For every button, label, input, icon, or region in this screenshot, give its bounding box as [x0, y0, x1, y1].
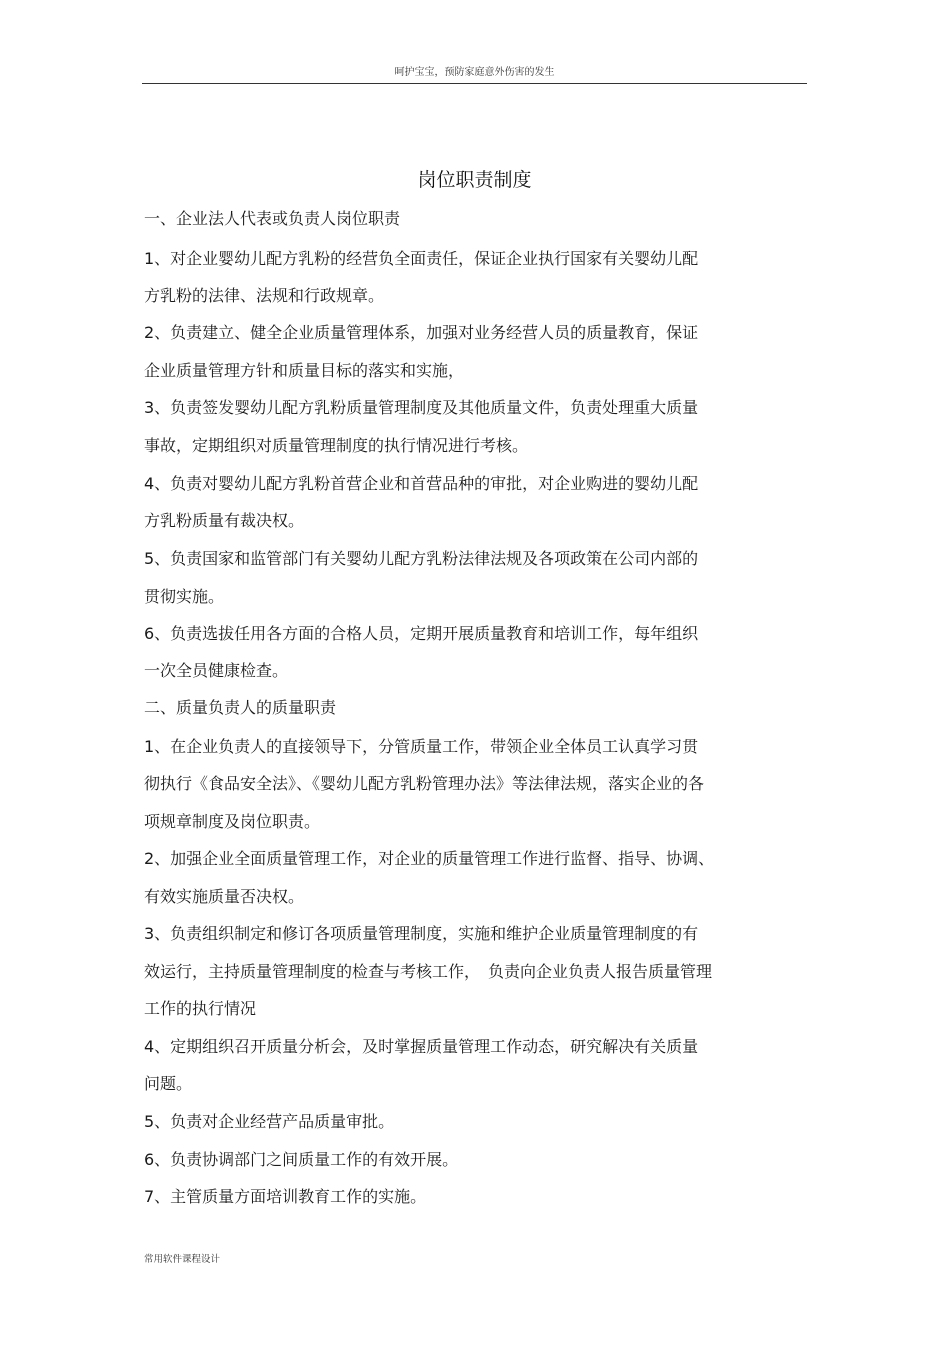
paragraph-line: 3、负责组织制定和修订各项质量管理制度，实施和维护企业质量管理制度的有: [144, 924, 699, 943]
paragraph-line: 1、对企业婴幼儿配方乳粉的经营负全面责任，保证企业执行国家有关婴幼儿配: [144, 249, 699, 268]
paragraph-line: 方乳粉的法律、法规和行政规章。: [144, 286, 385, 305]
paragraph-line: 问题。: [144, 1074, 193, 1093]
header-divider: [142, 83, 807, 84]
paragraph-line: 工作的执行情况: [144, 999, 257, 1018]
paragraph-line: 7、主管质量方面培训教育工作的实施。: [144, 1187, 427, 1206]
paragraph-line: 企业质量管理方针和质量目标的落实和实施，: [144, 361, 465, 380]
section-heading: 一、企业法人代表或负责人岗位职责: [144, 209, 401, 228]
paragraph-line: 2、负责建立、健全企业质量管理体系，加强对业务经营人员的质量教育，保证: [144, 323, 699, 342]
paragraph-line: 2、加强企业全面质量管理工作，对企业的质量管理工作进行监督、指导、协调、: [144, 849, 715, 868]
paragraph-line: 项规章制度及岗位职责。: [144, 812, 321, 831]
paragraph-line: 方乳粉质量有裁决权。: [144, 511, 305, 530]
paragraph-line: 3、负责签发婴幼儿配方乳粉质量管理制度及其他质量文件，负责处理重大质量: [144, 398, 699, 417]
paragraph-line: 5、负责国家和监管部门有关婴幼儿配方乳粉法律法规及各项政策在公司内部的: [144, 549, 699, 568]
page-header: 呵护宝宝，预防家庭意外伤害的发生: [394, 67, 555, 78]
paragraph-line: 4、定期组织召开质量分析会，及时掌握质量管理工作动态，研究解决有关质量: [144, 1037, 699, 1056]
paragraph-line: 一次全员健康检查。: [144, 661, 289, 680]
paragraph-line: 1、在企业负责人的直接领导下，分管质量工作，带领企业全体员工认真学习贯: [144, 737, 699, 756]
paragraph-line: 有效实施质量否决权。: [144, 887, 305, 906]
paragraph-line: 效运行，主持质量管理制度的检查与考核工作， 负责向企业负责人报告质量管理: [144, 962, 713, 981]
paragraph-line: 5、负责对企业经营产品质量审批。: [144, 1112, 395, 1131]
paragraph-line: 事故，定期组织对质量管理制度的执行情况进行考核。: [144, 436, 529, 455]
paragraph-line: 贯彻实施。: [144, 587, 225, 606]
section-heading: 二、质量负责人的质量职责: [144, 698, 337, 717]
page-footer: 常用软件课程设计: [144, 1254, 221, 1265]
paragraph-line: 6、负责选拔任用各方面的合格人员，定期开展质量教育和培训工作，每年组织: [144, 624, 699, 643]
paragraph-line: 4、负责对婴幼儿配方乳粉首营企业和首营品种的审批，对企业购进的婴幼儿配: [144, 474, 699, 493]
paragraph-line: 6、负责协调部门之间质量工作的有效开展。: [144, 1150, 459, 1169]
document-title: 岗位职责制度: [417, 169, 532, 191]
paragraph-line: 彻执行《食品安全法》、《婴幼儿配方乳粉管理办法》等法律法规，落实企业的各: [144, 774, 705, 793]
